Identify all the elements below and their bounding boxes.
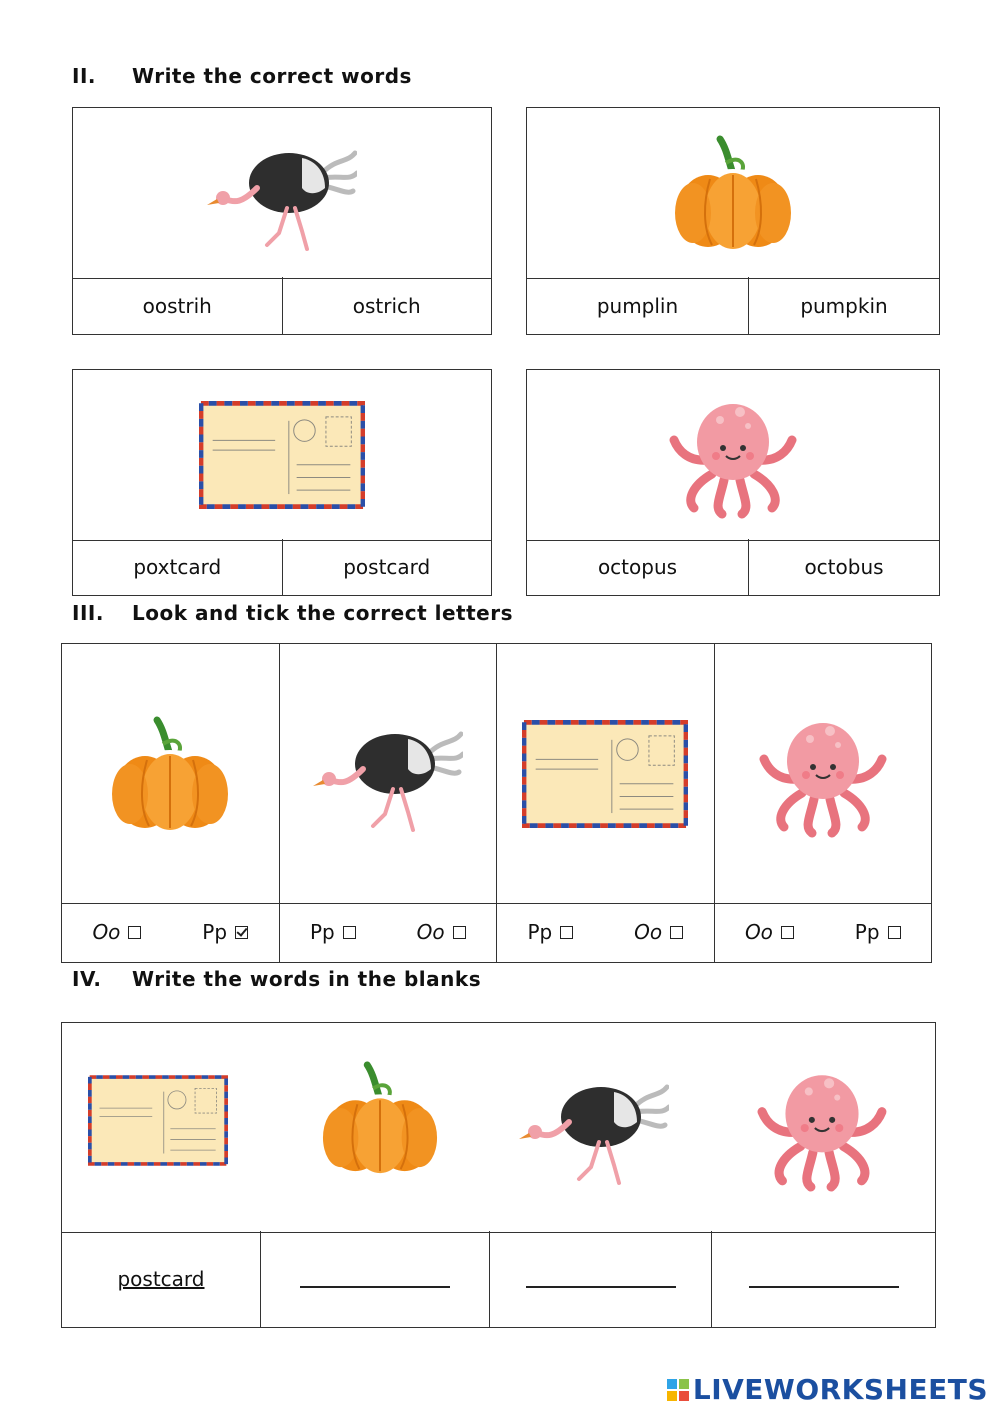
word-card-octopus [526, 369, 940, 596]
blank-cell [62, 1231, 261, 1327]
tick-option[interactable] [634, 920, 683, 944]
tick-letters: Oo [92, 920, 121, 944]
tick-letters: Oo [634, 920, 663, 944]
word-option[interactable]: postcard [282, 539, 492, 595]
checkbox-checked[interactable] [235, 926, 248, 939]
brand-name: LIVEWORKSHEETS [692, 1373, 988, 1406]
tick-cell-postcard [497, 644, 715, 962]
blanks-table [61, 1022, 936, 1328]
word-option[interactable]: poxtcard [133, 555, 222, 579]
checkbox[interactable] [781, 926, 794, 939]
tick-option[interactable] [855, 920, 901, 944]
checkbox[interactable] [453, 926, 466, 939]
tick-letters: Oo [744, 920, 773, 944]
tick-cell-pumpkin [62, 644, 280, 962]
checkbox[interactable] [128, 926, 141, 939]
checkbox[interactable] [560, 926, 573, 939]
octopus-icon [756, 1061, 888, 1193]
octopus-icon [758, 709, 888, 839]
checkbox[interactable] [343, 926, 356, 939]
blank-line[interactable] [526, 1286, 676, 1288]
section2-title: Write the correct words [132, 64, 412, 88]
section3-number: III. [72, 601, 104, 625]
tick-letters: Pp [854, 920, 880, 944]
answer-text[interactable]: postcard [117, 1267, 205, 1291]
pumpkin-icon [316, 1059, 444, 1177]
ostrich-icon [313, 714, 463, 834]
blank-cell[interactable] [490, 1231, 712, 1327]
word-card-ostrich [72, 107, 492, 335]
tick-table [61, 643, 932, 963]
section4-heading [72, 967, 481, 991]
pumpkin-icon [105, 714, 235, 834]
ostrich-icon [207, 133, 357, 253]
word-option[interactable]: octobus [748, 539, 939, 595]
ostrich-picture [73, 108, 491, 279]
checkbox[interactable] [670, 926, 683, 939]
blank-line[interactable] [749, 1286, 899, 1288]
tick-letters: Pp [202, 920, 228, 944]
postcard-icon [522, 720, 688, 828]
tick-option[interactable] [417, 920, 466, 944]
word-option[interactable]: oostrih [142, 293, 212, 318]
section4-title: Write the words in the blanks [132, 967, 482, 991]
tick-letters: Pp [309, 920, 335, 944]
blanks-pictures [62, 1023, 935, 1233]
octopus-icon [668, 390, 798, 520]
blank-line[interactable] [300, 1286, 450, 1288]
word-option[interactable]: pumplin [596, 293, 679, 318]
word-option[interactable]: ostrich [282, 277, 492, 334]
word-card-pumpkin [526, 107, 940, 335]
tick-option[interactable] [92, 920, 141, 944]
postcard-icon [199, 401, 365, 509]
liveworksheets-logo [667, 1373, 988, 1406]
tick-letters: Pp [527, 920, 553, 944]
tick-option[interactable] [310, 920, 356, 944]
checkbox[interactable] [888, 926, 901, 939]
tick-cell-ostrich [280, 644, 498, 962]
word-option[interactable]: pumpkin [748, 277, 939, 334]
ostrich-icon [519, 1067, 669, 1187]
octopus-picture [527, 370, 939, 541]
section4-number: IV. [72, 967, 102, 991]
postcard-picture [73, 370, 491, 541]
blank-cell[interactable] [712, 1231, 935, 1327]
blank-cell[interactable] [261, 1231, 490, 1327]
pumpkin-icon [668, 133, 798, 253]
section2-number: II. [72, 64, 96, 88]
tick-option[interactable] [745, 920, 794, 944]
word-card-postcard [72, 369, 492, 596]
liveworksheets-mark-icon [667, 1379, 689, 1401]
tick-option[interactable] [202, 920, 248, 944]
tick-cell-octopus [715, 644, 932, 962]
section3-heading [72, 601, 513, 625]
section2-heading [72, 64, 412, 88]
word-option[interactable]: octopus [597, 555, 678, 579]
section3-title: Look and tick the correct letters [132, 601, 514, 625]
tick-option[interactable] [527, 920, 573, 944]
tick-letters: Oo [416, 920, 445, 944]
pumpkin-picture [527, 108, 939, 279]
postcard-icon [88, 1075, 228, 1166]
